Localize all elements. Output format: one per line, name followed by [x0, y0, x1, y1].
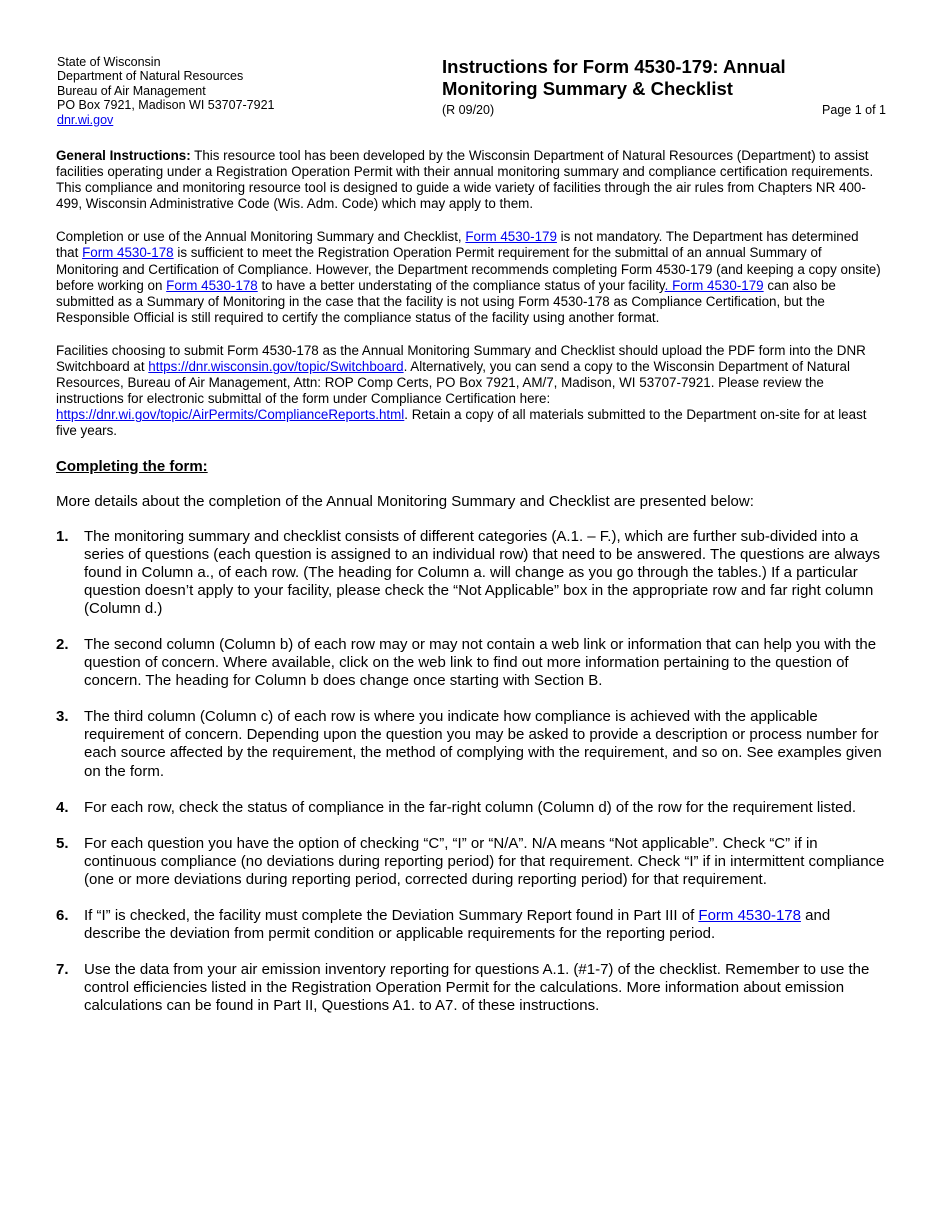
item-number: 6. — [56, 907, 69, 924]
agency-state: State of Wisconsin — [57, 55, 161, 69]
item-text: The third column (Column c) of each row is where you indicate how compliance is achieved with the applicable requirement of concern. Depending upon the question you may be asked to provide a description or process number for each source affected by the requirement, the method of complying with the requirement, and so on. See examples given on the form. — [84, 708, 882, 780]
section-intro: More details about the completion of the Annual Monitoring Summary and Checklist are presented below: — [56, 492, 754, 510]
list-item — [56, 708, 890, 780]
form-4530-179-link[interactable]: Form 4530-179 — [465, 229, 557, 245]
agency-department: Department of Natural Resources — [57, 69, 244, 84]
item-text: The monitoring summary and checklist consists of different categories (A.1. – F.), which are further sub-divided into a series of questions (each question is assigned to an individual row) that need to be answered. The questions are always found in Column a., of each row. (The heading for Column a. will change as you go through the tables.) If a particular question doesn’t apply to your facility, please check the “Not Applicable” box in the appropriate row and far right column (Column d.) — [84, 527, 881, 617]
page-number: Page 1 of 1 — [822, 103, 886, 117]
agency-website-link[interactable]: dnr.wi.gov — [57, 112, 114, 127]
form-4530-179-link-2[interactable]: . Form 4530-179 — [664, 277, 764, 293]
completion-paragraph — [56, 229, 882, 326]
form-4530-178-link-3[interactable]: Form 4530-178 — [698, 907, 801, 924]
item-number: 3. — [56, 708, 69, 726]
submittal-text-2: . Alternatively, you can send a copy to the Wisconsin Department of Natural Resources, Bureau of Air Management, Attn: ROP Comp Certs, PO Box 7921, AM/7, Madison, WI 53707-7921. Please review the instructions for electronic submittal of the form under Compliance Certification here: — [56, 359, 850, 407]
item-text: For each row, check the status of compliance in the far-right column (Column d) of the row for the requirement listed. — [84, 798, 857, 816]
submittal-text-3: . Retain a copy of all materials submitted to the Department on-site for at least five years. — [56, 407, 867, 439]
list-item — [56, 528, 890, 618]
completion-text-5: can also be submitted as a Summary of Monitoring in the case that the facility is not using Form 4530-178 as Compliance Certification, but the Responsible Official is still required to certify the compliance status of the facility using another format. — [56, 277, 836, 325]
agency-bureau: Bureau of Air Management — [57, 83, 206, 98]
agency-address: PO Box 7921, Madison WI 53707-7921 — [57, 98, 275, 113]
instructions-list — [56, 527, 885, 1016]
switchboard-link[interactable]: https://dnr.wisconsin.gov/topic/Switchboard — [148, 359, 404, 375]
list-item — [56, 636, 890, 690]
list-item — [56, 907, 890, 943]
completion-text-2: is not mandatory. The Department has determined that — [56, 229, 859, 261]
revision-date: (R 09/20) — [442, 103, 495, 117]
item-text-1: If “I” is checked, the facility must complete the Deviation Summary Report found in Part III of — [84, 907, 699, 924]
item-text-2: and describe the deviation from permit condition or applicable requirements for the reporting period. — [84, 907, 831, 943]
list-item — [56, 799, 890, 817]
item-number: 1. — [56, 527, 69, 545]
general-instructions-label: General Instructions: — [56, 148, 191, 163]
general-instructions-paragraph — [56, 148, 882, 212]
item-text: For each question you have the option of checking “C”, “I” or “N/A”. N/A means “Not applicable”. Check “C” if in continuous compliance (no deviations during reporting period) for that requirement. Check “I” if in intermittent compliance (one or more deviations during reporting period, corrected during reporting period) for that requirement. — [84, 834, 885, 888]
submittal-paragraph — [56, 343, 882, 440]
agency-block — [57, 55, 275, 127]
item-number: 5. — [56, 834, 69, 852]
page-title: Instructions for Form 4530-179: Annual Monitoring Summary & Checklist — [442, 56, 786, 99]
completion-text-4: to have a better understating of the compliance status of your facility — [257, 277, 665, 293]
item-text: Use the data from your air emission inventory reporting for questions A.1. (#1-7) of the checklist. Remember to use the control efficiencies listed in the Registration Operation Permit for the calculations. More information about emission calculations can be found in Part II, Questions A1. to A7. of these instructions. — [84, 961, 870, 1015]
section-heading: Completing the form: — [56, 457, 208, 475]
compliance-reports-link[interactable]: https://dnr.wi.gov/topic/AirPermits/ComplianceReports.html — [56, 407, 405, 423]
submittal-text-1: Facilities choosing to submit Form 4530-178 as the Annual Monitoring Summary and Checklist should upload the PDF form into the DNR Switchboard at — [56, 342, 866, 375]
item-number: 4. — [56, 798, 69, 816]
form-4530-178-link[interactable]: Form 4530-178 — [82, 245, 174, 261]
completion-text-1: Completion or use of the Annual Monitoring Summary and Checklist, — [56, 229, 466, 245]
document-body — [56, 148, 885, 1033]
general-instructions-text: This resource tool has been developed by the Wisconsin Department of Natural Resources (Department) to assist facilities operating under a Registration Operation Permit with their annual monitoring summary and compliance certification requirements. This compliance and monitoring resource tool is designed to guide a wide variety of facilities through the air rules from Chapters NR 400-499, Wisconsin Administrative Code (Wis. Adm. Code) which may apply to them. — [56, 148, 874, 212]
form-4530-178-link-2[interactable]: Form 4530-178 — [166, 277, 258, 293]
completion-text-3: is sufficient to meet the Registration Operation Permit requirement for the submittal of an annual Summary of Monitoring and Certification of Compliance. However, the Department recommends completing Form 4530-179 (and keeping a copy onsite) before working on — [56, 245, 881, 293]
item-number: 7. — [56, 961, 69, 979]
item-text: The second column (Column b) of each row may or may not contain a web link or information that can help you with the question of concern. Where available, click on the web link to find out more information pertaining to the question of concern. The heading for Column b does change once starting with Section B. — [84, 635, 877, 690]
item-number: 2. — [56, 635, 69, 653]
list-item — [56, 961, 890, 1015]
list-item — [56, 835, 890, 889]
